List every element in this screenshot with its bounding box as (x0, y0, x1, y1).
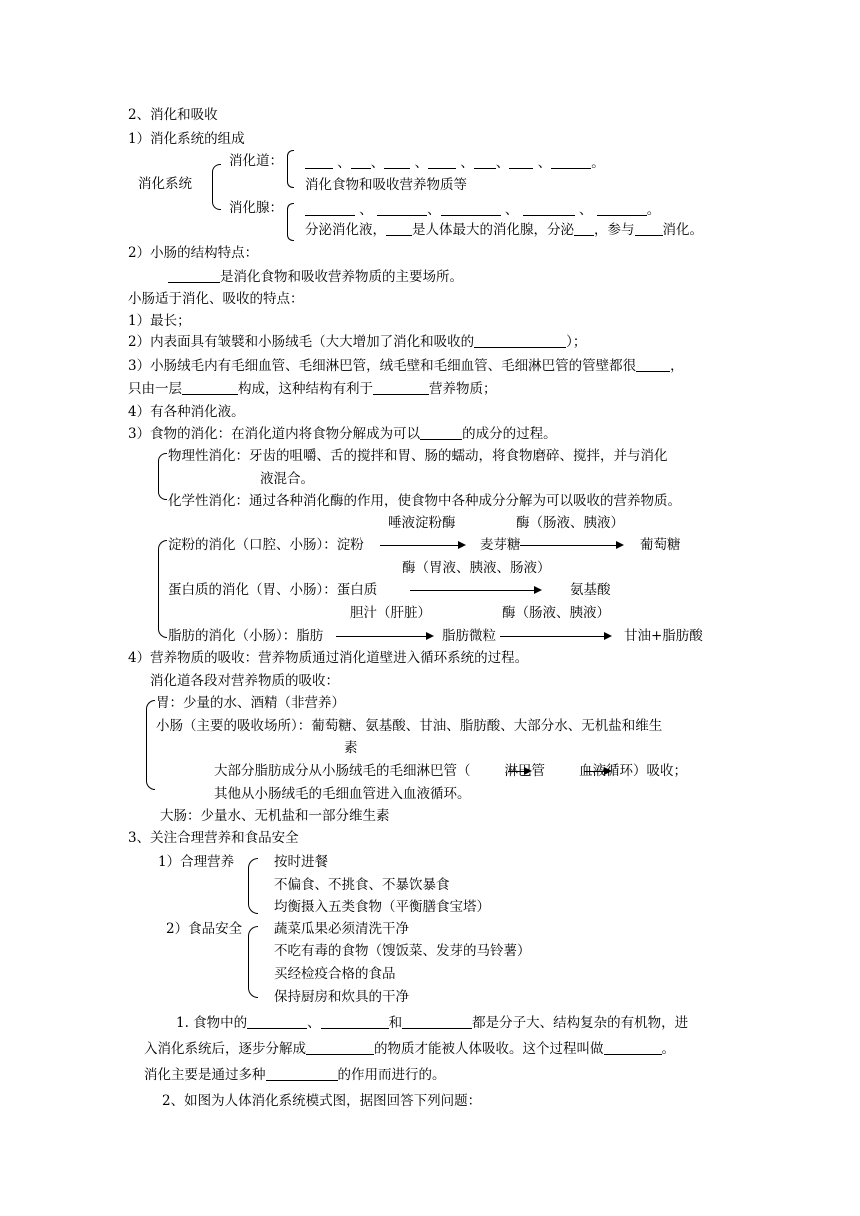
question-1-cont: 入消化系统后，逐步分解成 的物质才能被人体吸收。这个过程叫做 。 (144, 1041, 675, 1057)
small-intestine-main: 是消化食物和吸收营养物质的主要场所。 (168, 268, 463, 286)
arrow (584, 771, 610, 772)
glycerol-fatty-acid: 甘油+脂肪酸 (624, 628, 703, 644)
brace (287, 203, 294, 241)
amino-acid: 氨基酸 (570, 582, 611, 598)
other-absorption: 其他从小肠绒毛的毛细血管进入血液循环。 (214, 786, 471, 802)
subsection-composition: 1）消化系统的组成 (128, 131, 245, 147)
section-title: 2、消化和吸收 (128, 107, 218, 123)
small-intestine-absorption: 小肠（主要的吸收场所）：葡萄糖、氨基酸、甘油、脂肪酸、大部分水、无机盐和维生 (156, 718, 663, 734)
arrow (380, 545, 464, 546)
brace (248, 926, 258, 998)
physical-digestion: 物理性消化：牙齿的咀嚼、舌的搅拌和胃、肠的蠕动，将食物磨碎、搅拌，并与消化 (168, 448, 668, 464)
nutrition-title: 1）合理营养 (158, 854, 235, 870)
brace (158, 453, 167, 500)
digestive-tract-label: 消化道： (229, 153, 283, 169)
small-intestine-absorption-cont: 素 (344, 740, 358, 756)
digestive-gland-function: 分泌消化液， 是人体最大的消化腺，分泌 ，参与 消化。 (305, 222, 703, 238)
feature-3: 3）小肠绒毛内有毛细血管、毛细淋巴管，绒毛壁和毛细血管、毛细淋巴管的管壁都很 ， (128, 358, 684, 374)
food-safety-item: 保持厨房和炊具的干净 (274, 989, 409, 1005)
fat-absorption: 大部分脂肪成分从小肠绒毛的毛细淋巴管（ 淋巴管 血液循环）吸收； (214, 763, 687, 779)
maltose: 麦芽糖 (480, 537, 521, 553)
subsection-small-intestine: 2）小肠的结构特点： (128, 245, 259, 261)
brace (287, 150, 294, 188)
digestive-tract-function: 消化食物和吸收营养物质等 (305, 177, 467, 193)
fat-particle: 脂肪微粒 (442, 628, 496, 644)
brace (158, 540, 167, 638)
digestive-tract-blanks: 、 、 、 、 、 、 。 (305, 154, 605, 172)
food-digestion: 3）食物的消化：在消化道内将食物分解成为可以 的成分的过程。 (128, 426, 557, 442)
large-intestine-absorption: 大肠：少量水、无机盐和一部分维生素 (160, 808, 390, 824)
feature-3-cont: 只由一层 构成，这种结构有利于 营养物质； (128, 381, 497, 397)
arrow (336, 636, 432, 637)
absorption-title: 消化道各段对营养物质的吸收： (150, 673, 339, 689)
digestive-gland-blanks: 、 、 、 、 。 (305, 201, 660, 219)
nutrition-item: 按时进餐 (274, 854, 328, 870)
brace (146, 700, 155, 790)
digestive-system-label: 消化系统 (138, 176, 192, 192)
arrow (508, 771, 530, 772)
question-1-end: 消化主要是通过多种 的作用而进行的。 (144, 1067, 446, 1083)
enzyme-bile: 胆汁（肝脏） (350, 605, 431, 621)
enzyme-protein: 酶（胃液、胰液、肠液） (402, 560, 551, 576)
enzyme-saliva: 唾液淀粉酶 (388, 515, 456, 531)
arrow (500, 636, 610, 637)
arrow (520, 545, 622, 546)
physical-digestion-cont: 液混合。 (260, 471, 314, 487)
starch-digestion: 淀粉的消化（口腔、小肠）：淀粉 (168, 537, 364, 553)
arrow (410, 590, 540, 591)
nutrition-item: 均衡摄入五类食物（平衡膳食宝塔） (274, 899, 490, 915)
small-intestine-features-title: 小肠适于消化、吸收的特点： (128, 291, 304, 307)
chemical-digestion: 化学性消化：通过各种消化酶的作用，使食物中各种成分分解为可以吸收的营养物质。 (168, 493, 681, 509)
digestive-gland-label: 消化腺： (229, 200, 283, 216)
glucose: 葡萄糖 (640, 537, 681, 553)
question-1: 1. 食物中的 、 和 都是分子大、结构复杂的有机物，进 (176, 1015, 689, 1031)
feature-1: 1）最长； (128, 313, 191, 329)
food-safety-title: 2）食品安全 (166, 921, 243, 937)
absorption: 4）营养物质的吸收：营养物质通过消化道壁进入循环系统的过程。 (128, 650, 529, 666)
brace (212, 164, 221, 210)
enzyme-fat: 酶（肠液、胰液） (502, 605, 610, 621)
section-title-nutrition: 3、关注合理营养和食品安全 (128, 830, 299, 846)
question-2: 2、如图为人体消化系统模式图，据图回答下列问题： (162, 1093, 482, 1109)
brace (248, 858, 258, 914)
food-safety-item: 不吃有毒的食物（馊饭菜、发芽的马铃薯） (274, 943, 531, 959)
feature-4: 4）有各种消化液。 (128, 404, 245, 420)
stomach-absorption: 胃：少量的水、酒精（非营养） (156, 695, 345, 711)
enzyme-intestinal: 酶（肠液、胰液） (516, 515, 624, 531)
food-safety-item: 买经检疫合格的食品 (274, 966, 396, 982)
protein-digestion: 蛋白质的消化（胃、小肠）：蛋白质 (168, 582, 378, 598)
nutrition-item: 不偏食、不挑食、不暴饮暴食 (274, 877, 450, 893)
fat-digestion: 脂肪的消化（小肠）：脂肪 (168, 628, 324, 644)
feature-2: 2）内表面具有皱襞和小肠绒毛（大大增加了消化和吸收的 ）； (128, 334, 587, 350)
food-safety-item: 蔬菜瓜果必须清洗干净 (274, 921, 409, 937)
